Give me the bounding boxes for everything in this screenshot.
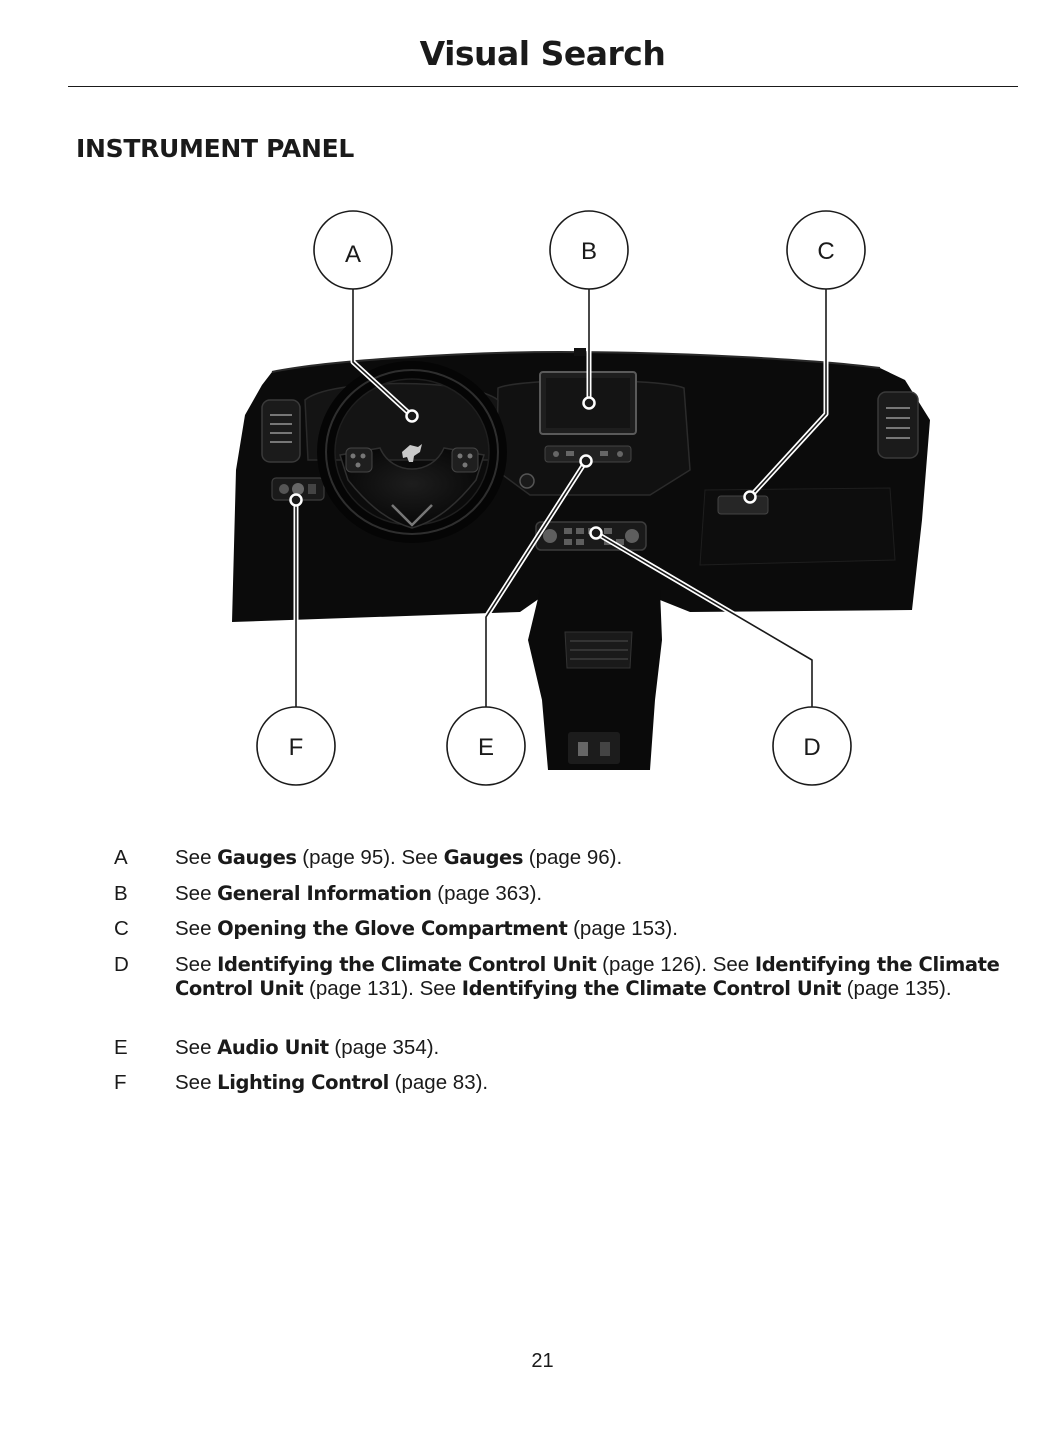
- callout-c: [787, 211, 865, 289]
- legend-letter: D: [114, 953, 129, 976]
- legend-text: (page 126). See: [596, 953, 755, 976]
- legend-description: [175, 1071, 1015, 1095]
- svg-text:E: E: [477, 734, 495, 761]
- svg-text:A: A: [344, 241, 362, 268]
- endpoint-e: [581, 456, 592, 467]
- legend-link-title: Gauges: [217, 846, 297, 869]
- legend-text: (page 96).: [523, 846, 623, 869]
- endpoint-b: [584, 398, 595, 409]
- svg-text:F: F: [288, 734, 304, 761]
- callout-f: [257, 707, 335, 785]
- section-heading: INSTRUMENT PANEL: [76, 134, 354, 163]
- legend-letter: F: [114, 1071, 127, 1094]
- svg-text:D: D: [803, 734, 821, 761]
- callout-e: [447, 707, 525, 785]
- legend-text: (page 363).: [431, 882, 543, 905]
- legend-letter: A: [114, 846, 128, 869]
- left-outer-vent: [262, 400, 300, 462]
- legend-description: [175, 882, 1015, 906]
- endpoint-c: [745, 492, 756, 503]
- legend-text: See: [175, 953, 218, 976]
- legend-link-title: Audio Unit: [217, 1036, 329, 1059]
- svg-text:C: C: [817, 238, 835, 265]
- screen-mount: [574, 348, 586, 356]
- legend-link-title: Identifying the Climate Control Unit: [175, 953, 1000, 1000]
- legend-text: (page 131). See: [303, 977, 462, 1000]
- legend-letter: E: [114, 1036, 128, 1059]
- page-title: Visual Search: [419, 34, 666, 73]
- legend-description: [175, 846, 1015, 870]
- legend-text: (page 354).: [328, 1036, 440, 1059]
- legend-description: [175, 917, 1015, 941]
- legend-description: [175, 1036, 1015, 1060]
- legend-text: See: [175, 846, 218, 869]
- glove-compartment-handle: [718, 496, 768, 514]
- legend-text: See: [175, 1036, 218, 1059]
- legend-letter: C: [114, 917, 129, 940]
- legend-link-title: Gauges: [443, 846, 524, 869]
- legend-text: (page 153).: [567, 917, 678, 940]
- right-outer-vent: [878, 392, 918, 458]
- legend-text: See: [175, 882, 218, 905]
- legend-letter: B: [114, 882, 128, 905]
- page-number: 21: [531, 1350, 554, 1372]
- legend-text: (page 83).: [388, 1071, 489, 1094]
- console-usb-panel: [568, 732, 620, 764]
- svg-text:B: B: [580, 238, 598, 265]
- endpoint-f: [291, 495, 302, 506]
- endpoint-a: [407, 411, 418, 422]
- legend-description: [175, 953, 1015, 1001]
- callout-b: [550, 211, 628, 289]
- callout-a: [314, 211, 392, 289]
- legend-link-title: Identifying the Climate Control Unit: [217, 953, 597, 976]
- legend-text: (page 95). See: [296, 846, 444, 869]
- legend-link-title: Identifying the Climate Control Unit: [461, 977, 842, 1000]
- legend-link-title: Lighting Control: [217, 1071, 389, 1094]
- endpoint-d: [591, 528, 602, 539]
- legend-text: See: [175, 1071, 218, 1094]
- legend-link-title: General Information: [217, 882, 432, 905]
- callout-d: [773, 707, 851, 785]
- center-knob: [520, 474, 534, 488]
- legend-text: See: [175, 917, 218, 940]
- legend-text: (page 135).: [841, 977, 952, 1000]
- legend-link-title: Opening the Glove Compartment: [217, 917, 568, 940]
